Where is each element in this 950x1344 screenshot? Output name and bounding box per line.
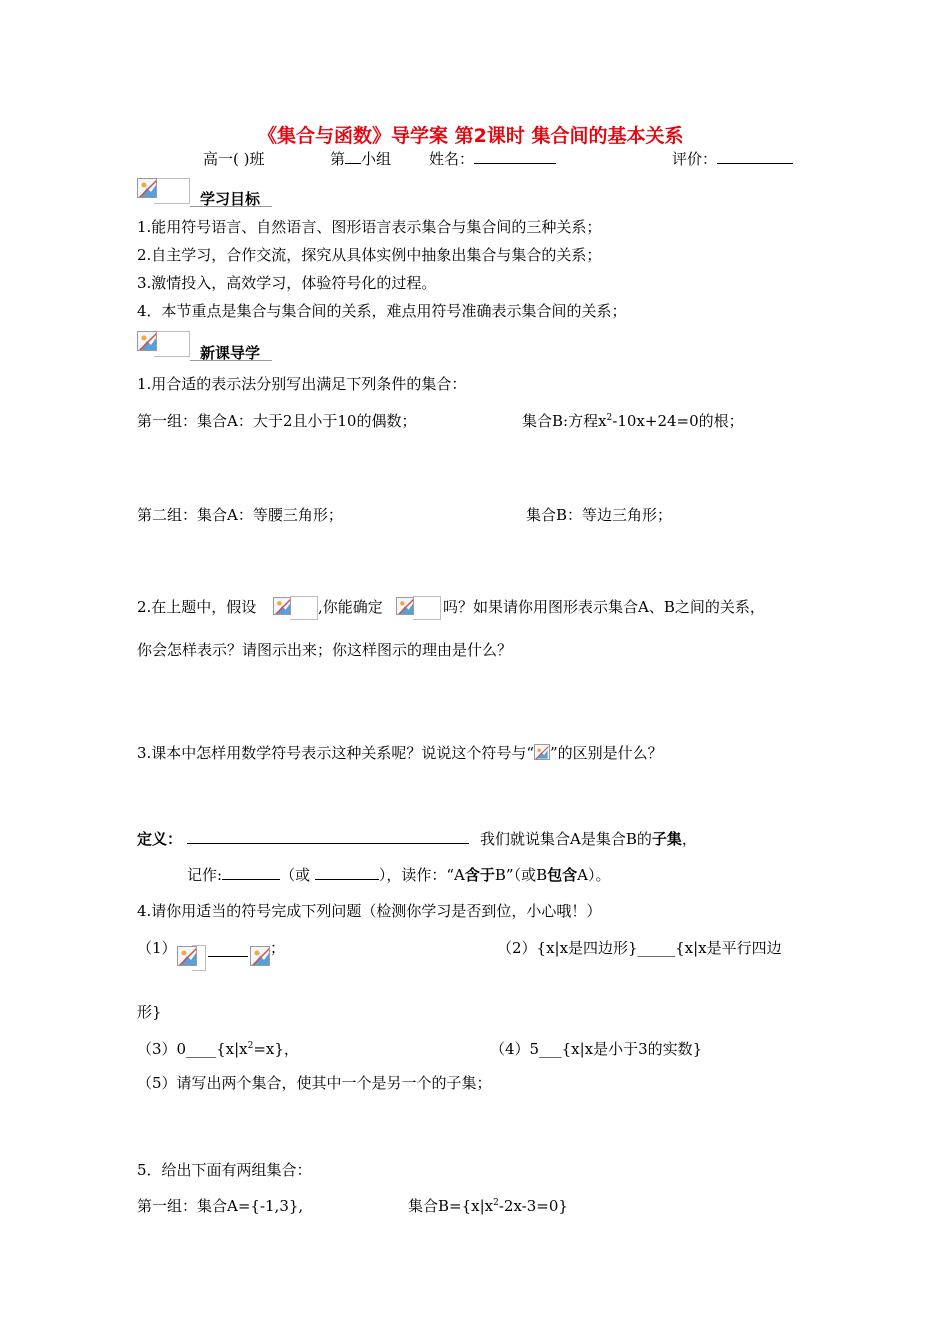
- name-blank[interactable]: [474, 149, 556, 164]
- q2-part1: 2.在上题中，假设: [137, 598, 257, 616]
- text: 集合B:方程x: [522, 412, 607, 430]
- q4-item2-wrap: 形}: [137, 1003, 162, 1021]
- q1-group2-b: 集合B：等边三角形；: [526, 506, 673, 524]
- name-field: [429, 149, 556, 169]
- text: ”的区别是什么？: [549, 744, 663, 762]
- broken-image-icon: [534, 744, 550, 760]
- q3-text: [137, 743, 663, 763]
- goal-item: 2.自主学习，合作交流，探究从具体实例中抽象出集合与集合的关系；: [137, 246, 602, 264]
- name-label: 姓名：: [429, 150, 475, 168]
- section-title-goals: 学习目标: [200, 190, 261, 208]
- text: -10x+24=0的根；: [612, 412, 744, 430]
- blank-line[interactable]: [315, 865, 379, 880]
- text: 我们就说集合A是集合B的: [480, 830, 652, 848]
- q4-item1-label: （1）: [137, 939, 177, 957]
- eval-field: [672, 149, 793, 169]
- q1-group2-a: 第二组：集合A：等腰三角形；: [137, 506, 343, 524]
- section-underline: [190, 360, 272, 361]
- eval-blank[interactable]: [717, 149, 793, 164]
- bold-text: 子集: [651, 830, 682, 848]
- text: 3.课本中怎样用数学符号表示这种关系呢？说说这个符号与“: [137, 744, 534, 762]
- definition-label: 定义：: [137, 830, 183, 848]
- definition-text: [480, 829, 697, 849]
- bold-text: 含于: [464, 866, 495, 884]
- superscript: 2: [606, 413, 613, 423]
- superscript: 2: [247, 1041, 254, 1051]
- image-frame: [290, 596, 318, 620]
- text: 记作:: [187, 866, 223, 884]
- eval-label: 评价：: [672, 150, 718, 168]
- superscript: 2: [493, 1198, 499, 1208]
- section-icon-frame: [154, 178, 190, 204]
- q2-part3: 吗？如果请你用图形表示集合A、B之间的关系，: [443, 598, 765, 616]
- image-frame: [413, 596, 441, 620]
- text: B”（或B: [494, 866, 548, 884]
- q4-item5: （5）请写出两个集合，使其中一个是另一个的子集；: [137, 1074, 492, 1092]
- q1-group1-a: 第一组：集合A：大于2且小于10的偶数；: [137, 412, 417, 430]
- group-label: [330, 149, 391, 169]
- text: 集合B={x|x: [408, 1197, 494, 1215]
- q4-item4: （4）5___{x|x是小于3的实数}: [490, 1040, 703, 1058]
- group-blank[interactable]: [345, 149, 361, 164]
- class-label: 高一( )班: [203, 150, 265, 168]
- q4-intro: 4.请你用适当的符号完成下列问题（检测你学习是否到位，小心哦！）: [137, 902, 602, 920]
- q1-intro: 1.用合适的表示法分别写出满足下列条件的集合：: [137, 375, 467, 393]
- q5-group1-a: 第一组：集合A={-1,3},: [137, 1197, 304, 1215]
- q5-group1-b: [408, 1196, 568, 1216]
- q4-item3: [137, 1039, 299, 1059]
- bold-text: 包含: [547, 866, 578, 884]
- blank-line[interactable]: [187, 829, 469, 844]
- goal-item: 1.能用符号语言、自然语言、图形语言表示集合与集合间的三种关系；: [137, 218, 602, 236]
- definition-notation: [187, 865, 610, 885]
- section-underline: [190, 206, 272, 207]
- q4-item2: （2）{x|x是四边形}_____{x|x是平行四边: [497, 939, 782, 957]
- text: ，: [681, 830, 697, 848]
- broken-image-icon: [396, 597, 414, 615]
- goal-item: 3.激情投入，高效学习，体验符号化的过程。: [137, 274, 437, 292]
- text: （或: [280, 866, 311, 884]
- section-icon-frame: [154, 331, 190, 357]
- broken-image-icon: [177, 946, 197, 966]
- q2-part2: ,你能确定: [318, 598, 383, 616]
- broken-image-icon: [137, 178, 157, 198]
- q2-line2: 你会怎样表示？请图示出来；你这样图示的理由是什么？: [137, 641, 513, 659]
- text: ），读作：“A: [378, 866, 465, 884]
- broken-image-icon: [137, 331, 157, 351]
- answer-blank[interactable]: [208, 956, 248, 957]
- broken-image-icon: [273, 597, 291, 615]
- q1-group1-b: [522, 411, 744, 431]
- group-prefix: 第: [330, 150, 346, 168]
- text: =x}，: [253, 1040, 299, 1058]
- group-suffix: 小组: [361, 150, 392, 168]
- blank-line[interactable]: [222, 865, 280, 880]
- goal-item: 4．本节重点是集合与集合间的关系，难点用符号准确表示集合间的关系；: [137, 302, 627, 320]
- page-title: 《集合与函数》导学案 第2课时 集合间的基本关系: [258, 125, 684, 147]
- section-title-new: 新课导学: [200, 344, 261, 362]
- text: A）。: [577, 866, 611, 884]
- broken-image-icon: [250, 946, 270, 966]
- text: -2x-3=0}: [498, 1197, 568, 1215]
- definition-blank[interactable]: [187, 829, 469, 849]
- q4-item1-end: ；: [270, 939, 286, 957]
- q5-intro: 5．给出下面有两组集合：: [137, 1161, 312, 1179]
- text: （3）0____{x|x: [137, 1040, 248, 1058]
